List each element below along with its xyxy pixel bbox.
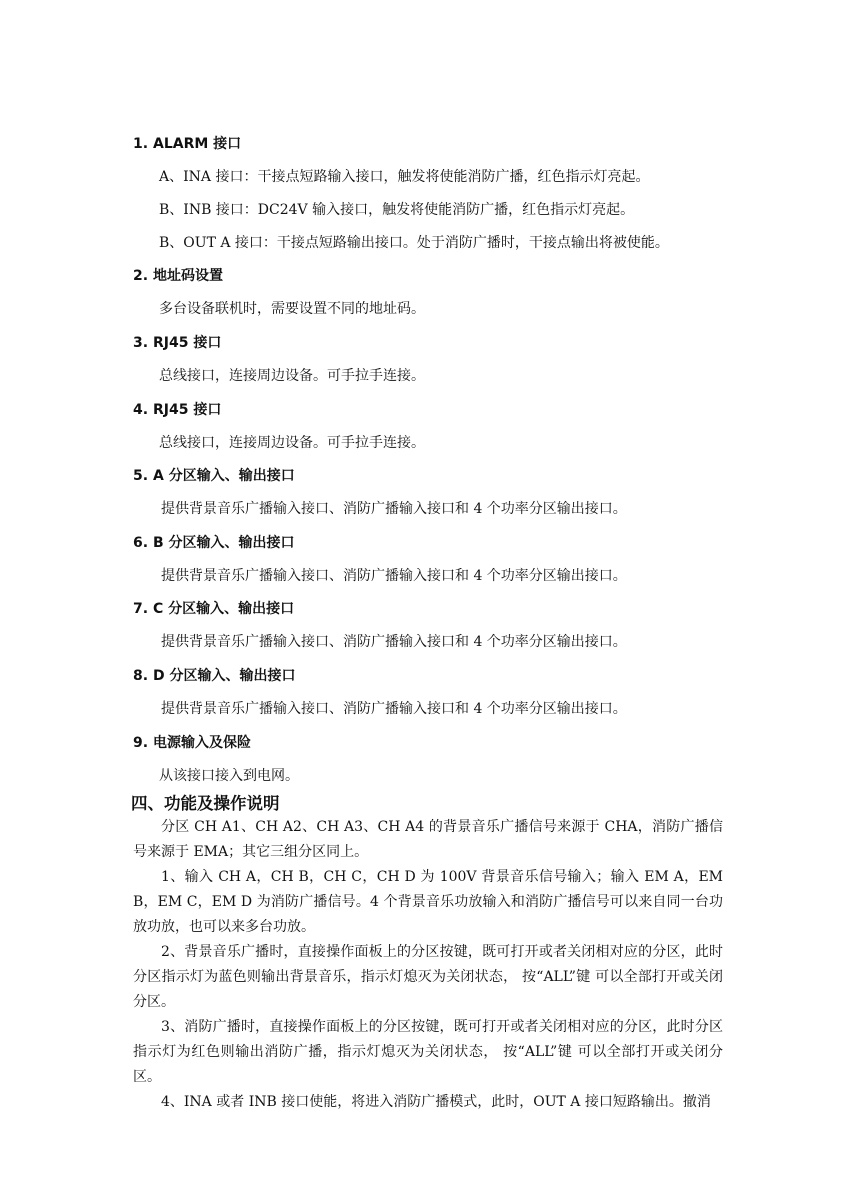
item-title: A 分区输入、输出接口 (153, 468, 295, 484)
item-1-line-3: B、OUT A 接口：干接点短路输出接口。处于消防广播时，干接点输出将被使能。 (159, 235, 669, 251)
item-2-heading (133, 267, 733, 285)
item-title: 电源输入及保险 (153, 735, 251, 751)
item-7-line-1: 提供背景音乐广播输入接口、消防广播输入接口和 4 个功率分区输出接口。 (161, 634, 627, 650)
item-number: 9. (133, 735, 149, 751)
section-paragraph-4: 3、消防广播时，直接操作面板上的分区按键，既可打开或者关闭相对应的分区，此时分区指示灯为红色则输出消防广播，指示灯熄灭为关闭状态， 按“ALL”键 可以全部打开或关闭分区。 (133, 1019, 723, 1085)
item-title: C 分区输入、输出接口 (153, 601, 295, 617)
item-title: RJ45 接口 (153, 335, 222, 351)
item-7-heading (133, 600, 733, 618)
item-title: ALARM 接口 (153, 136, 242, 152)
item-5-line-1: 提供背景音乐广播输入接口、消防广播输入接口和 4 个功率分区输出接口。 (161, 501, 627, 517)
item-title: RJ45 接口 (153, 402, 222, 418)
item-number: 4. (133, 402, 149, 418)
item-3-line-1: 总线接口，连接周边设备。可手拉手连接。 (159, 368, 425, 384)
item-number: 7. (133, 601, 149, 617)
item-number: 6. (133, 535, 149, 551)
section-paragraph-1: 分区 CH A1、CH A2、CH A3、CH A4 的背景音乐广播信号来源于 CHA，消防广播信号来源于 EMA；其它三组分区同上。 (133, 819, 723, 860)
item-6-heading (133, 534, 733, 552)
section-title: 四、功能及操作说明 (131, 794, 280, 813)
item-number: 8. (133, 668, 149, 684)
section-paragraph-3: 2、背景音乐广播时，直接操作面板上的分区按键，既可打开或者关闭相对应的分区，此时分区指示灯为蓝色则输出背景音乐，指示灯熄灭为关闭状态， 按“ALL”键 可以全部打开或关闭分区。 (133, 944, 723, 1010)
item-8-heading (133, 667, 733, 685)
item-title: D 分区输入、输出接口 (153, 668, 296, 684)
item-number: 5. (133, 468, 149, 484)
item-9-line-1: 从该接口接入到电网。 (159, 768, 299, 784)
item-1-heading (133, 135, 733, 153)
item-8-line-1: 提供背景音乐广播输入接口、消防广播输入接口和 4 个功率分区输出接口。 (161, 701, 627, 717)
item-9-heading (133, 734, 733, 752)
section-paragraph-2: 1、输入 CH A，CH B，CH C，CH D 为 100V 背景音乐信号输入；输入 EM A，EM B，EM C，EM D 为消防广播信号。4 个背景音乐功放输入和消防广播信号可以来自同一台功放功放，也可以来多台功放。 (133, 869, 723, 935)
item-3-heading (133, 334, 733, 352)
item-1-line-2: B、INB 接口：DC24V 输入接口，触发将使能消防广播，红色指示灯亮起。 (159, 202, 635, 218)
item-5-heading (133, 467, 733, 485)
item-number: 3. (133, 335, 149, 351)
item-2-line-1: 多台设备联机时，需要设置不同的地址码。 (159, 301, 425, 317)
item-4-line-1: 总线接口，连接周边设备。可手拉手连接。 (159, 435, 425, 451)
item-1-line-1: A、INA 接口：干接点短路输入接口，触发将使能消防广播，红色指示灯亮起。 (159, 169, 650, 185)
item-6-line-1: 提供背景音乐广播输入接口、消防广播输入接口和 4 个功率分区输出接口。 (161, 568, 627, 584)
section-paragraph-5: 4、INA 或者 INB 接口使能，将进入消防广播模式，此时，OUT A 接口短路输出。撤消 (161, 1094, 711, 1110)
item-title: 地址码设置 (153, 268, 223, 284)
item-number: 1. (133, 136, 149, 152)
item-title: B 分区输入、输出接口 (153, 535, 295, 551)
item-number: 2. (133, 268, 149, 284)
item-4-heading (133, 401, 733, 419)
